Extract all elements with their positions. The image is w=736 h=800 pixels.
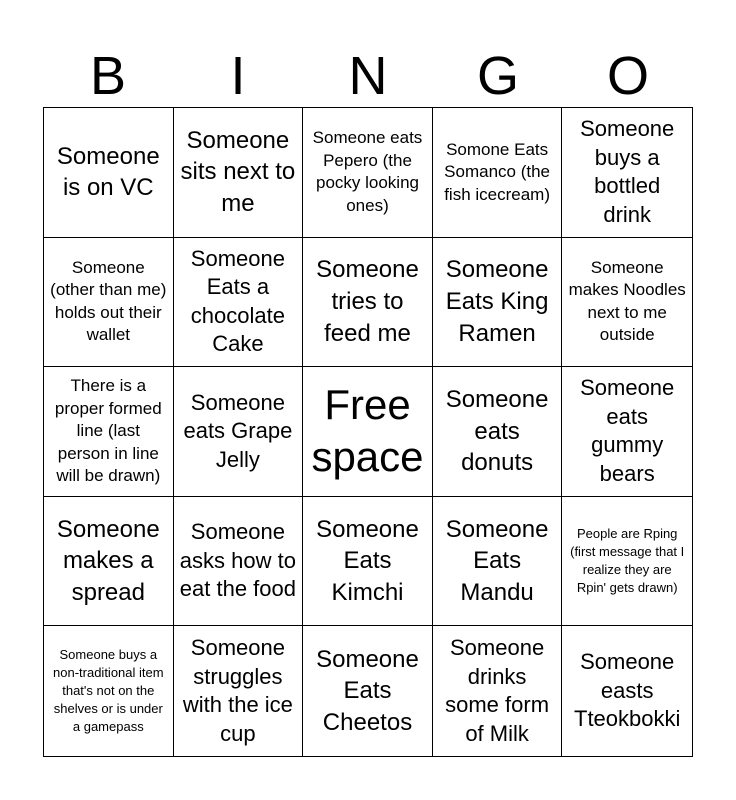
bingo-board <box>43 107 693 757</box>
header-letter-i: I <box>230 46 246 106</box>
bingo-cell[interactable]: There is a proper formed line (last person in line will be drawn) <box>44 367 174 497</box>
bingo-cell[interactable]: Someone tries to feed me <box>303 238 433 368</box>
bingo-cell[interactable]: Someone Eats a chocolate Cake <box>174 238 304 368</box>
free-space-cell[interactable]: Free space <box>303 367 433 497</box>
bingo-cell[interactable]: People are Rping (first message that I realize they are Rpin' gets drawn) <box>562 497 692 627</box>
bingo-cell[interactable]: Someone Eats Kimchi <box>303 497 433 627</box>
bingo-cell[interactable]: Someone Eats Cheetos <box>303 626 433 756</box>
bingo-cell[interactable]: Somone Eats Somanco (the fish icecream) <box>433 108 563 238</box>
bingo-cell[interactable]: Someone Eats King Ramen <box>433 238 563 368</box>
bingo-cell[interactable]: Someone Eats Mandu <box>433 497 563 627</box>
header-letter-n: N <box>348 46 388 106</box>
bingo-cell[interactable]: Someone struggles with the ice cup <box>174 626 304 756</box>
bingo-header <box>43 46 693 106</box>
bingo-cell[interactable]: Someone is on VC <box>44 108 174 238</box>
bingo-cell[interactable]: Someone makes Noodles next to me outside <box>562 238 692 368</box>
bingo-cell[interactable]: Someone eats Grape Jelly <box>174 367 304 497</box>
bingo-cell[interactable]: Someone (other than me) holds out their wallet <box>44 238 174 368</box>
bingo-cell[interactable]: Someone easts Tteokbokki <box>574 649 681 732</box>
bingo-cell[interactable]: Someone buys a non-traditional item that's not on the shelves or is under a gamepass <box>44 626 174 756</box>
bingo-cell[interactable]: Someone eats Pepero (the pocky looking ones) <box>303 108 433 238</box>
bingo-cell[interactable]: Someone drinks some form of Milk <box>433 626 563 756</box>
bingo-cell[interactable]: Someone asks how to eat the food <box>174 497 304 627</box>
bingo-cell[interactable]: Someone sits next to me <box>174 108 304 238</box>
header-letter-b: B <box>89 46 127 106</box>
header-letter-g: G <box>476 46 519 106</box>
bingo-cell[interactable]: Someone eats gummy bears <box>562 367 692 497</box>
bingo-cell[interactable]: Someone eats donuts <box>433 367 563 497</box>
bingo-cell[interactable]: Someone buys a bottled drink <box>562 108 692 238</box>
bingo-cell[interactable]: Someone makes a spread <box>44 497 174 627</box>
header-letter-o: O <box>606 46 649 106</box>
